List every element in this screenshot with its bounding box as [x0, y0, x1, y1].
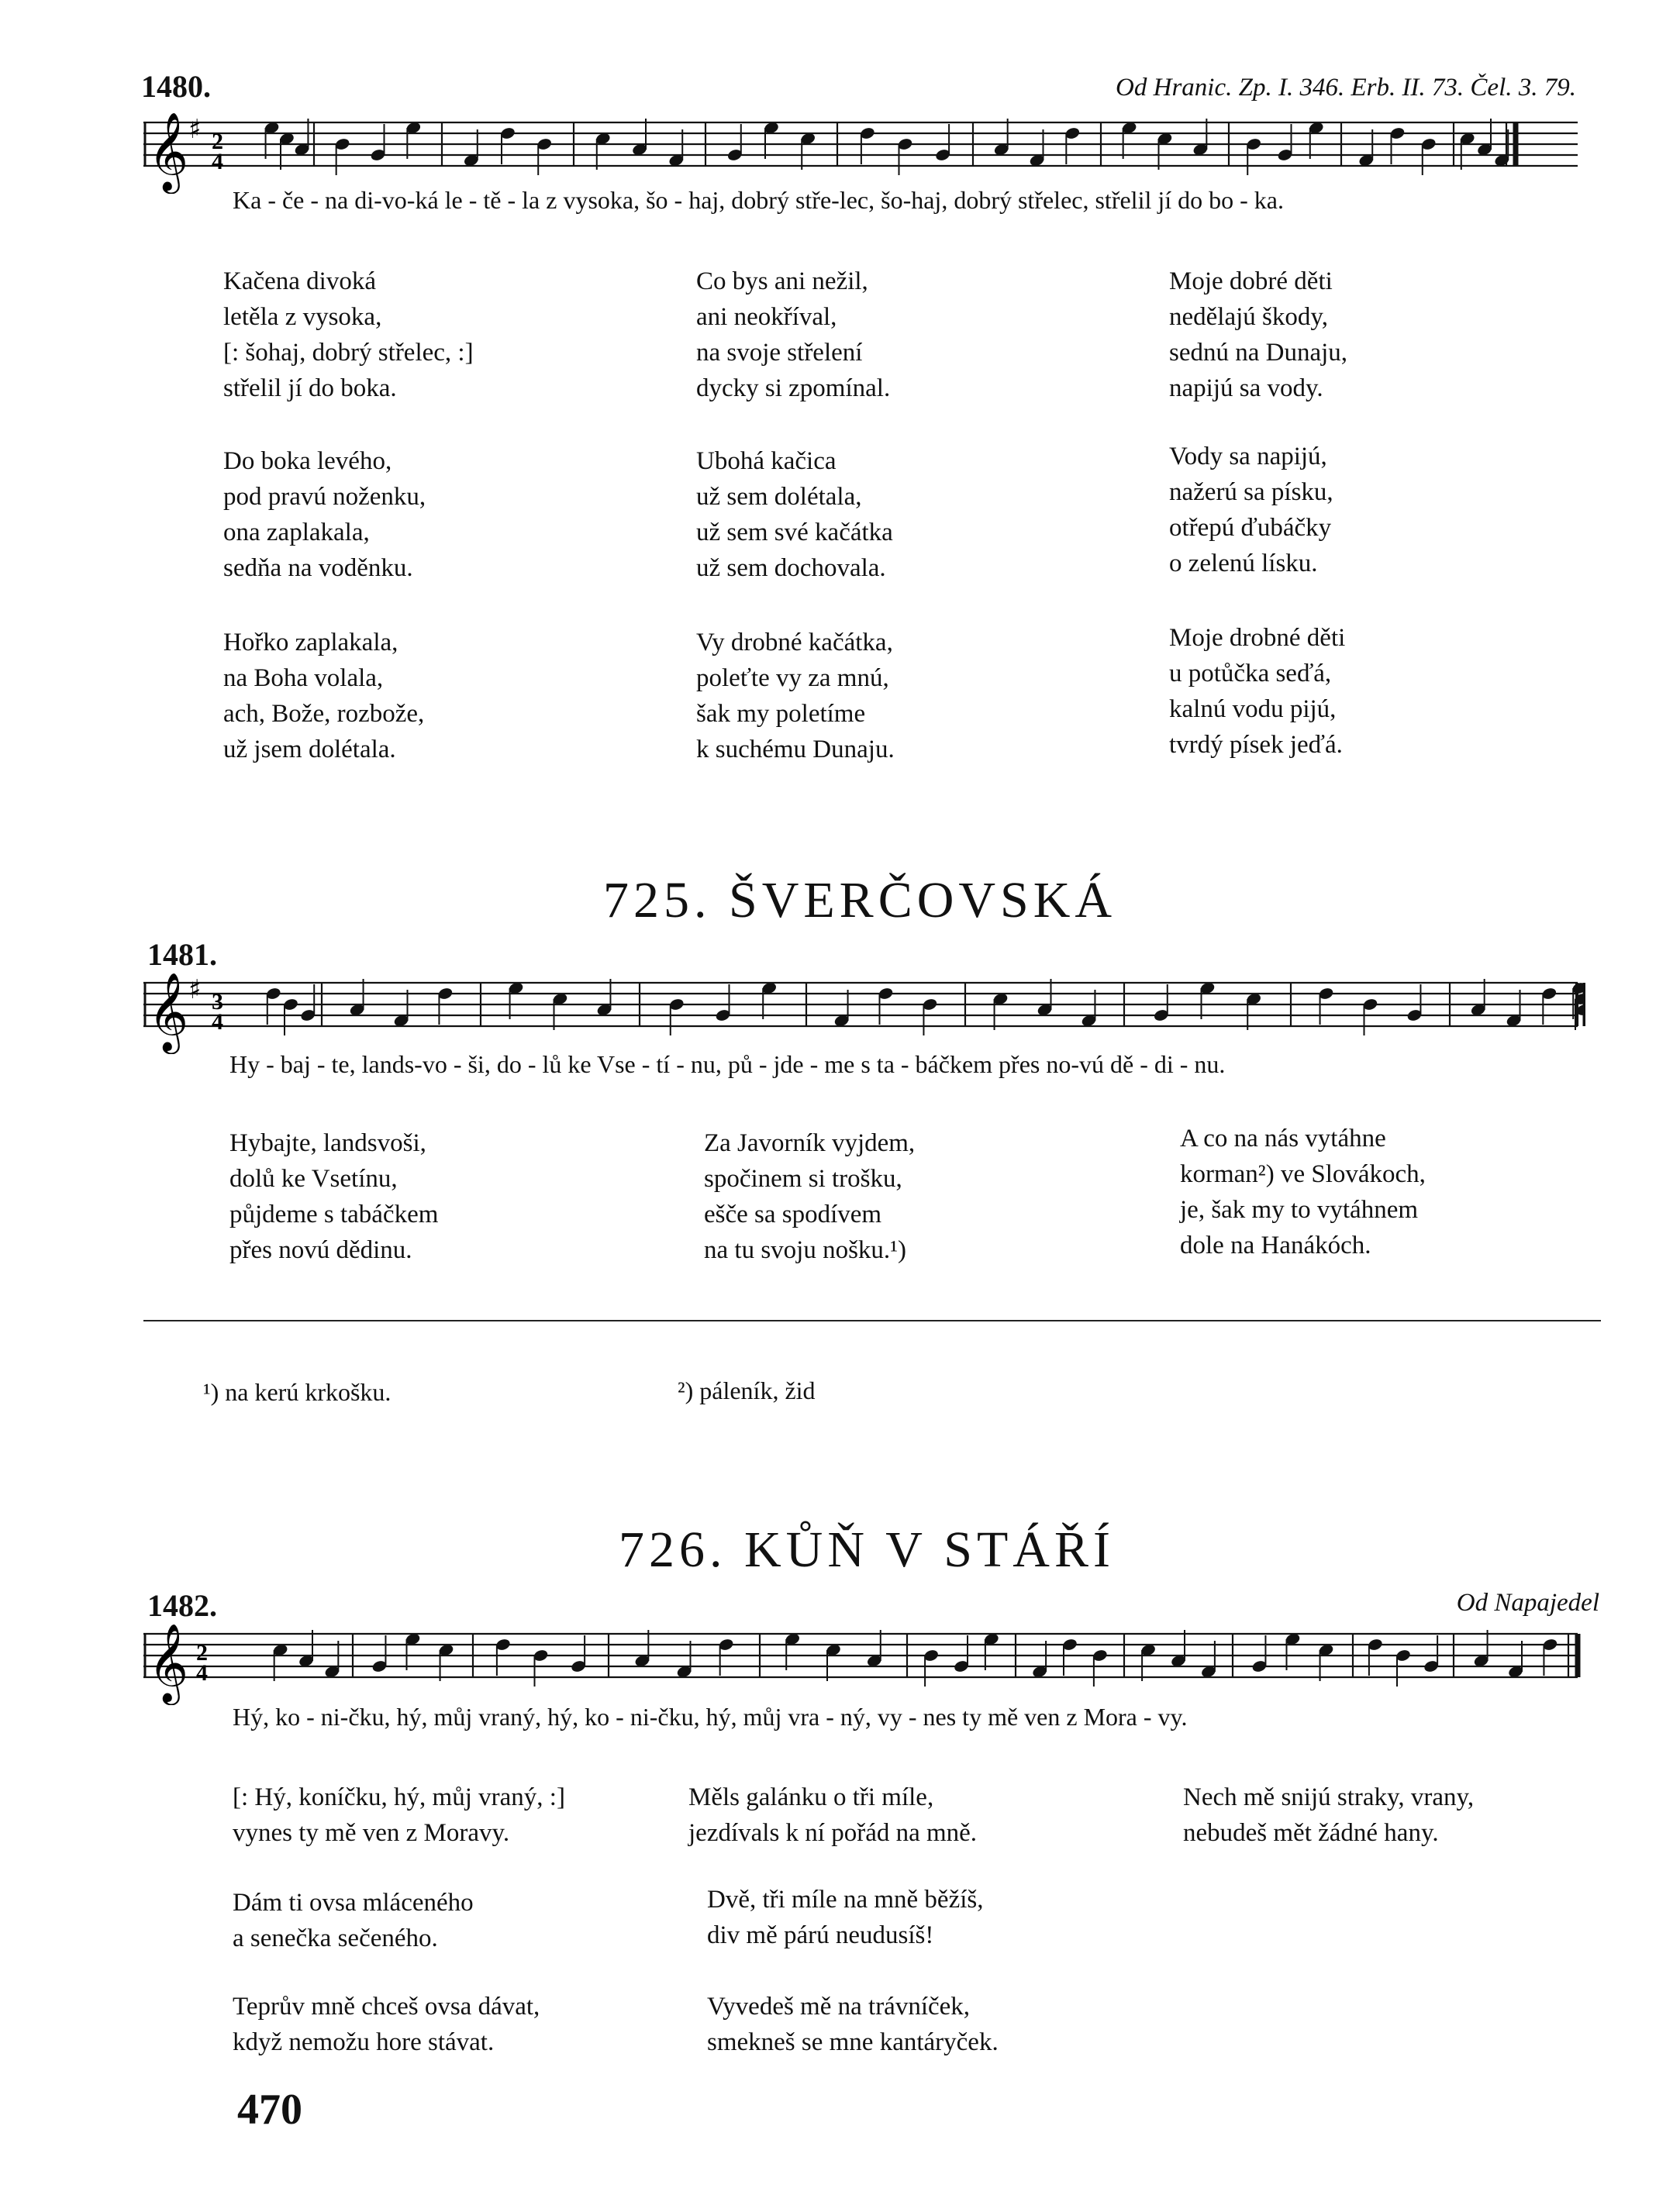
music-staff-1482: [143, 1620, 1585, 1705]
time-sig-top: 2: [212, 129, 223, 154]
stanza-1482-4: Dám ti ovsa mláceného a senečka sečeného.: [233, 1889, 474, 1952]
time-sig-bottom: 4: [196, 1660, 208, 1686]
lyrics-line-1481: Hy - baj - te, lands-vo - ši, do - lů ke Vse - tí - nu, pů - jde - me s ta - báčkem přes no-vú dě - di - nu.: [229, 1050, 1226, 1078]
stanza-1480-3: Moje dobré děti nedělajú škody, sednú na Dunaju, napijú sa vody.: [1169, 267, 1348, 402]
stanza-1482-5: Dvě, tři míle na mně běžíš, div mě párú neudusíš!: [707, 1886, 984, 1949]
stanza-1482-7: Vyvedeš mě na trávníček, smekneš se mne kantáryček.: [707, 1993, 999, 2056]
song-source-1480: Od Hranic. Zp. I. 346. Erb. II. 73. Čel. 3. 79.: [1116, 74, 1576, 102]
stanza-1480-9: Moje drobné děti u potůčka seďá, kalnú vodu pijú, tvrdý písek jeďá.: [1169, 624, 1346, 759]
time-sig-top: 2: [196, 1640, 208, 1666]
stanza-1481-3: A co na nás vytáhne korman²) ve Slovákoch, je, šak my to vytáhnem dole na Hanákóch.: [1180, 1125, 1426, 1259]
song-number-1481: 1481.: [147, 937, 217, 972]
song-number-1482: 1482.: [147, 1588, 217, 1623]
stanza-1480-2: Co bys ani nežil, ani neokříval, na svoje střelení dycky si zpomínal.: [696, 267, 891, 402]
staff-lines: [143, 983, 1578, 1026]
music-staff-1480: [143, 109, 1585, 194]
treble-clef-icon: 𝄞: [148, 971, 189, 1051]
stanza-1482-3: Nech mě snijú straky, vrany, nebudeš mět žádné hany.: [1183, 1783, 1475, 1847]
stanza-1481-1: Hybajte, landsvoši, dolů ke Vsetínu, půjdeme s tabáčkem přes novú dědinu.: [229, 1129, 439, 1264]
stanza-1480-7: Hořko zaplakala, na Boha volala, ach, Bože, rozbože, už jsem dolétala.: [223, 629, 425, 763]
stanza-1480-6: Vody sa napijú, nažerú sa písku, otřepú ďubáčky o zelenú lísku.: [1169, 443, 1333, 577]
stanza-1482-1: [: Hý, koníčku, hý, můj vraný, :] vynes ty mě ven z Moravy.: [233, 1783, 565, 1847]
music-staff-1481: [143, 969, 1585, 1054]
lyrics-line-1482: Hý, ko - ni-čku, hý, můj vraný, hý, ko - ni-čku, hý, můj vra - ný, vy - nes ty mě ven z Mora - vy.: [233, 1703, 1188, 1731]
footnote-1: ¹) na kerú krkošku.: [203, 1378, 392, 1406]
song-number-1480: 1480.: [141, 69, 211, 104]
lyrics-line-1480: Ka - če - na di-vo-ká le - tě - la z vysoka, šo - haj, dobrý stře-lec, šo-haj, dobrý střelec, střelil jí do bo - ka.: [233, 186, 1284, 214]
stanza-1480-1: Kačena divoká letěla z vysoka, [: šohaj, dobrý střelec, :] střelil jí do boka.: [223, 267, 474, 402]
time-sig-bottom: 4: [212, 149, 223, 174]
stanza-1480-8: Vy drobné kačátka, poleťte vy za mnú, šak my poletíme k suchému Dunaju.: [696, 629, 895, 763]
stanza-1480-4: Do boka levého, pod pravú noženku, ona zaplakala, sedňa na voděnku.: [223, 447, 426, 582]
song-source-1482: Od Napajedel: [1456, 1589, 1599, 1617]
time-sig-bottom: 4: [212, 1009, 223, 1035]
treble-clef-icon: 𝄞: [148, 111, 189, 191]
stanza-1481-2: Za Javorník vyjdem, spočinem si trošku, ešče sa spodívem na tu svoju nošku.¹): [704, 1129, 916, 1264]
staff-lines: [143, 1634, 1578, 1677]
stanza-1482-2: Měls galánku o tři míle, jezdívals k ní pořád na mně.: [688, 1783, 978, 1847]
sharp-icon: ♯: [188, 974, 202, 1005]
treble-clef-icon: 𝄞: [148, 1622, 189, 1702]
section-title-726: 726. KŮŇ V STÁŘÍ: [619, 1521, 1115, 1578]
footnote-2: ²) páleník, žid: [678, 1376, 816, 1404]
stanza-1482-6: Teprův mně chceš ovsa dávat, když nemožu hore stávat.: [233, 1993, 540, 2056]
sharp-icon: ♯: [188, 114, 202, 145]
time-sig-top: 3: [212, 989, 223, 1015]
footnote-divider: [143, 1320, 1601, 1321]
page-number: 470: [237, 2086, 302, 2134]
stanza-1480-5: Ubohá kačica už sem dolétala, už sem své kačátka už sem dochovala.: [696, 447, 893, 582]
section-title-725: 725. ŠVERČOVSKÁ: [603, 872, 1117, 929]
